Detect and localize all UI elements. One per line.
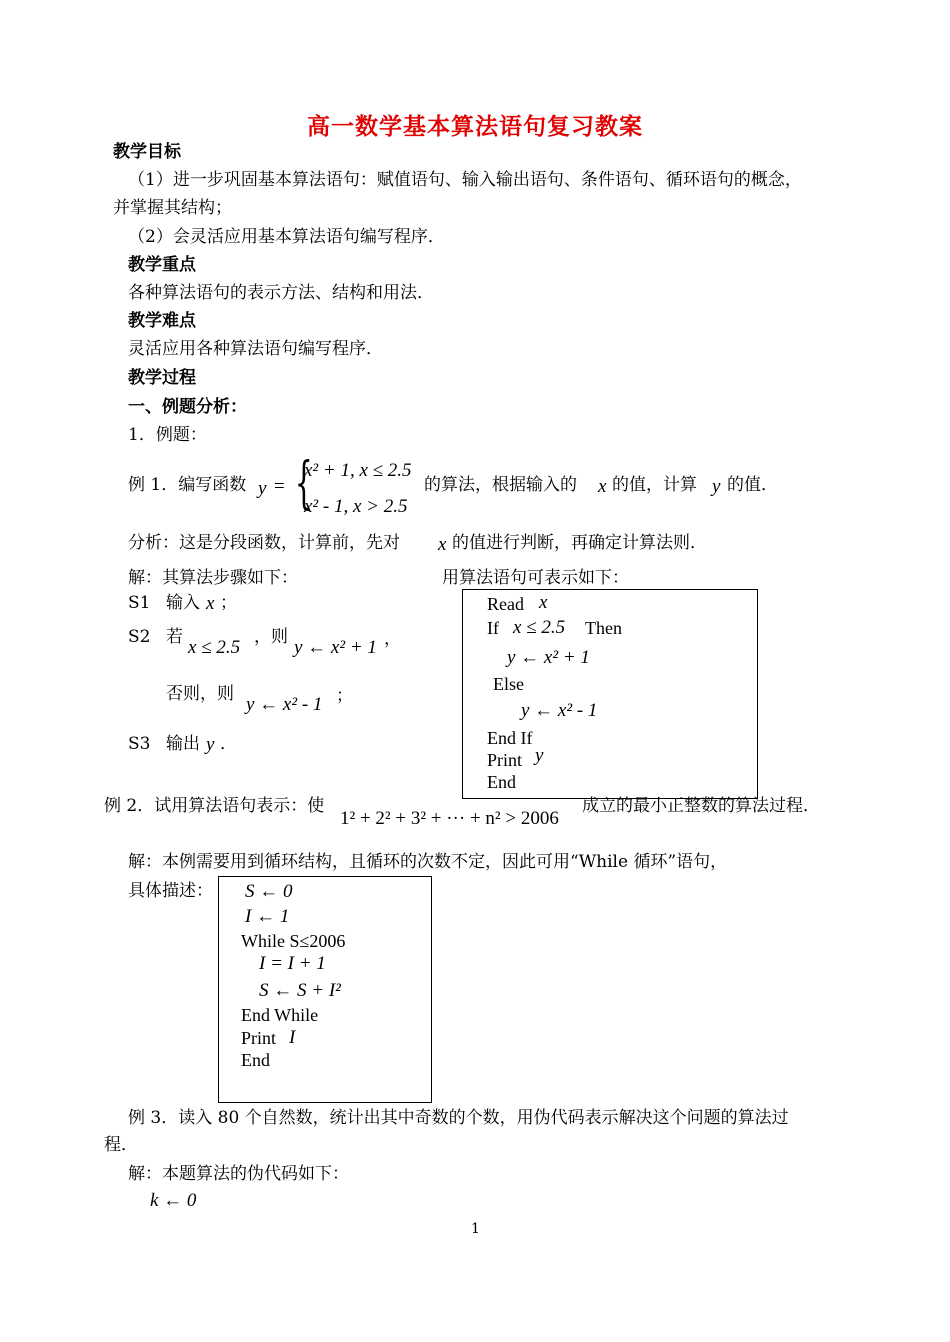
example-label: 1．例题：	[128, 425, 207, 445]
code-endif: End If	[487, 728, 533, 748]
key-text: 各种算法语句的表示方法、结构和用法．	[128, 283, 434, 303]
ex1-suffix-b: 的值，计算	[612, 475, 697, 495]
ex1-func-y: y	[258, 478, 267, 499]
difficulty-text: 灵活应用各种算法语句编写程序．	[128, 339, 383, 359]
code-assign2: y ← x² - 1	[521, 700, 598, 721]
code-read-var: x	[539, 592, 548, 613]
ex2-code-l7-var: I	[289, 1027, 296, 1048]
page-number: 1	[471, 1221, 480, 1237]
step-s2-then: ，则	[254, 627, 288, 647]
step-s2-else: 否则，则	[166, 684, 234, 704]
code-print: Print	[487, 750, 523, 770]
step-s3-label: S3	[128, 734, 151, 754]
ex3-code-first: k ← 0	[150, 1190, 197, 1211]
ex1-brace: {	[294, 451, 313, 516]
step-s2-assign1: y ← x² + 1	[294, 637, 377, 658]
ex1-analysis-x: x	[438, 534, 447, 555]
ex1-code-box	[462, 589, 758, 799]
ex2-code-l4: I = I + 1	[259, 953, 326, 974]
step-s2-if: 若	[166, 627, 183, 647]
ex1-case1: x² + 1, x ≤ 2.5	[304, 460, 412, 481]
ex1-prefix: 例 1．编写函数	[128, 475, 247, 495]
ex2-code-l1: S ← 0	[245, 881, 293, 902]
process-heading: 教学过程	[128, 368, 196, 388]
goal-heading: 教学目标	[113, 142, 181, 162]
ex1-equals: =	[274, 476, 285, 497]
goal1-line1: （1）进一步巩固基本算法语句：赋值语句、输入输出语句、条件语句、循环语句的概念，	[128, 170, 802, 190]
step-s2-assign2: y ← x² - 1	[246, 694, 323, 715]
ex2-suffix: 成立的最小正整数的算法过程．	[582, 796, 820, 816]
step-s3-text: 输出	[166, 734, 200, 754]
ex1-solution-right: 用算法语句可表示如下：	[442, 568, 629, 588]
code-print-var: y	[535, 745, 544, 766]
step-s1-end: ；	[220, 593, 237, 613]
code-assign1: y ← x² + 1	[507, 647, 590, 668]
ex1-solution-left: 解：其算法步骤如下：	[128, 568, 298, 588]
code-end: End	[487, 772, 516, 792]
step-s2-semicolon: ；	[336, 686, 353, 706]
ex2-code-l2: I ← 1	[245, 906, 290, 927]
ex1-suffix-a: 的算法，根据输入的	[424, 475, 577, 495]
code-if-cond: x ≤ 2.5	[513, 617, 566, 638]
code-else: Else	[493, 674, 524, 694]
ex1-analysis-b: 的值进行判断，再确定计算法则．	[452, 533, 707, 553]
ex3-line2: 程．	[104, 1135, 138, 1155]
step-s2-cond: x ≤ 2.5	[188, 637, 241, 658]
ex2-expr: 1² + 2² + 3² + ··· + n² > 2006	[340, 808, 559, 829]
ex2-code-box	[218, 876, 432, 1103]
ex1-analysis-a: 分析：这是分段函数，计算前，先对	[128, 533, 400, 553]
ex1-case2: x² - 1, x > 2.5	[304, 496, 408, 517]
section-heading: 一、例题分析：	[128, 397, 247, 417]
ex2-code-l8: End	[241, 1050, 270, 1070]
ex3-solution: 解：本题算法的伪代码如下：	[128, 1164, 349, 1184]
page-title: 高一数学基本算法语句复习教案	[307, 113, 643, 140]
goal2: （2）会灵活应用基本算法语句编写程序．	[128, 227, 445, 247]
ex2-solution-line1: 解：本例需要用到循环结构，且循环的次数不定，因此可用“While 循环”语句，	[128, 852, 728, 872]
ex1-y: y	[712, 476, 721, 497]
goal1-line2: 并掌握其结构；	[113, 198, 232, 218]
ex1-suffix-c: 的值．	[727, 475, 778, 495]
ex2-code-l3: While S≤2006	[241, 931, 346, 951]
key-heading: 教学重点	[128, 255, 196, 275]
ex3-line1: 例 3．读入 80 个自然数，统计出其中奇数的个数，用伪代码表示解决这个问题的算法过	[128, 1108, 789, 1128]
ex2-code-l5: S ← S + I²	[259, 980, 341, 1001]
ex2-code-l7: Print	[241, 1028, 277, 1048]
step-s2-comma: ，	[384, 629, 401, 649]
code-if: If	[487, 618, 499, 638]
step-s3-y: y	[206, 734, 215, 755]
ex1-x: x	[598, 476, 607, 497]
ex2-code-l6: End While	[241, 1005, 319, 1025]
ex2-prefix: 例 2．试用算法语句表示：使	[104, 796, 325, 816]
step-s1-text: 输入	[166, 593, 200, 613]
ex2-solution-line2: 具体描述：	[128, 881, 213, 901]
step-s1-label: S1	[128, 593, 151, 613]
code-then: Then	[585, 618, 622, 638]
step-s1-x: x	[206, 593, 215, 614]
difficulty-heading: 教学难点	[128, 311, 196, 331]
code-read: Read	[487, 594, 524, 614]
step-s3-end: ．	[220, 734, 237, 754]
step-s2-label: S2	[128, 627, 151, 647]
